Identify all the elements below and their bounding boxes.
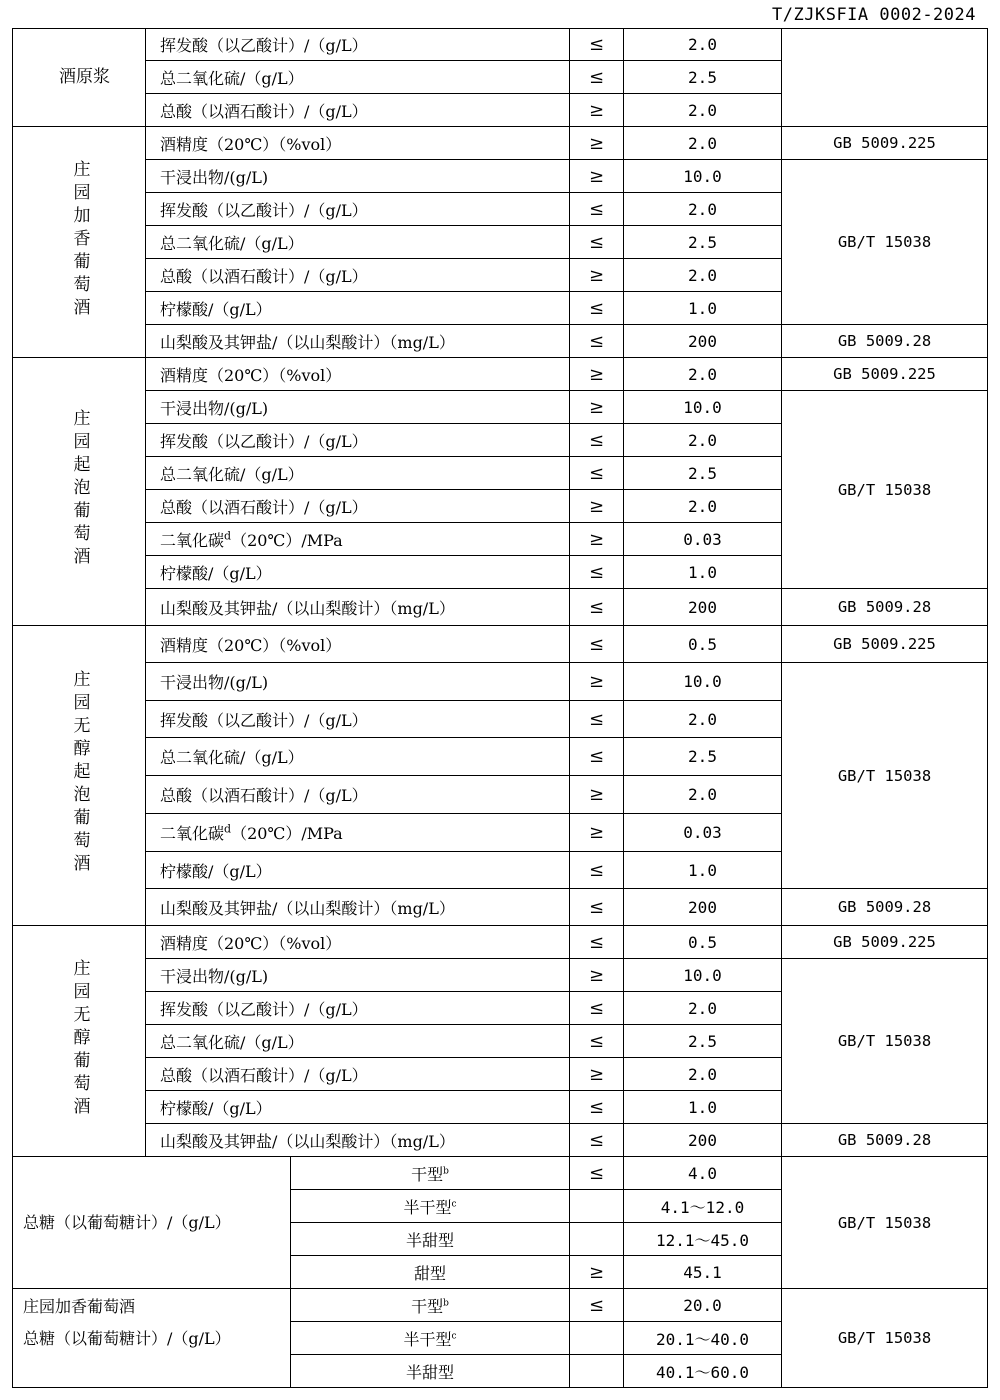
category-label: 酒原浆: [59, 67, 110, 87]
limit-value: 2.0: [624, 94, 782, 127]
limit-value: 2.5: [624, 1025, 782, 1058]
wine-type-text: 半干型: [403, 1329, 452, 1349]
item-text: 干浸出物/(g/L): [160, 398, 269, 418]
limit-value: 4.0: [624, 1157, 782, 1190]
comparison-operator: ≥: [570, 1256, 624, 1289]
test-method: GB/T 15038: [782, 391, 988, 589]
comparison-operator: [570, 1355, 624, 1388]
item-name: [146, 889, 570, 926]
limit-value: 2.0: [624, 29, 782, 61]
category-label: 庄园加香葡萄酒: [69, 159, 90, 321]
specification-table: [12, 28, 988, 1388]
table-row: [13, 626, 988, 663]
item-name: [146, 556, 570, 589]
comparison-operator: ≥: [570, 358, 624, 391]
comparison-operator: ≥: [570, 94, 624, 127]
item-text: 山梨酸及其钾盐/（以山梨酸计）（mg/L）: [160, 1131, 455, 1151]
item-text: 酒精度（20℃）（%vol）: [160, 365, 342, 385]
item-name: [146, 1124, 570, 1157]
limit-value: 2.0: [624, 992, 782, 1025]
comparison-operator: ≤: [570, 852, 624, 889]
item-name: [146, 94, 570, 127]
item-name: [146, 589, 570, 626]
limit-value: 2.0: [624, 193, 782, 226]
comparison-operator: ≤: [570, 589, 624, 626]
table-row: [13, 127, 988, 160]
item-text: 总二氧化硫/（g/L）: [160, 748, 304, 767]
item-text: 总酸（以酒石酸计）/（g/L）: [160, 101, 368, 121]
item-text: 总二氧化硫/（g/L）: [160, 233, 304, 253]
comparison-operator: ≤: [570, 701, 624, 738]
limit-value: 2.5: [624, 457, 782, 490]
item-text: 山梨酸及其钾盐/（以山梨酸计）（mg/L）: [160, 898, 455, 918]
comparison-operator: [570, 1322, 624, 1355]
limit-value: 1.0: [624, 1091, 782, 1124]
limit-value: 2.0: [624, 701, 782, 738]
item-name: [146, 226, 570, 259]
item-text: 干浸出物/(g/L): [160, 673, 269, 692]
item-name: [146, 701, 570, 738]
sugar-category-label: 总糖（以葡萄糖计）/（g/L）: [13, 1157, 291, 1289]
limit-value: 2.0: [624, 1058, 782, 1091]
category-cell: [13, 626, 146, 926]
limit-value: 20.1～40.0: [624, 1322, 782, 1355]
limit-value: 0.03: [624, 523, 782, 556]
comparison-operator: ≤: [570, 626, 624, 663]
item-text: 柠檬酸/（g/L）: [160, 563, 272, 583]
limit-value: 4.1～12.0: [624, 1190, 782, 1223]
comparison-operator: ≤: [570, 29, 624, 61]
comparison-operator: ≥: [570, 663, 624, 701]
wine-type-text: 干型: [411, 1296, 444, 1316]
footnote-marker: c: [451, 1331, 457, 1342]
test-method: GB/T 15038: [782, 1289, 988, 1388]
item-name: [146, 259, 570, 292]
footnote-marker: d: [224, 529, 232, 543]
limit-value: 10.0: [624, 959, 782, 992]
item-text: 山梨酸及其钾盐/（以山梨酸计）（mg/L）: [160, 332, 455, 352]
table-row: [13, 1157, 988, 1190]
limit-value: 2.0: [624, 358, 782, 391]
item-text: 干浸出物/(g/L): [160, 167, 269, 187]
table-row: [13, 391, 988, 424]
test-method: GB/T 15038: [782, 160, 988, 325]
item-text: 酒精度（20℃）（%vol）: [160, 933, 342, 953]
test-method: GB 5009.28: [782, 889, 988, 926]
item-text: 酒精度（20℃）（%vol）: [160, 635, 342, 655]
limit-value: 200: [624, 589, 782, 626]
limit-value: 0.03: [624, 814, 782, 852]
test-method: GB/T 15038: [782, 663, 988, 889]
test-method: GB 5009.28: [782, 1124, 988, 1157]
table-row: [13, 325, 988, 358]
comparison-operator: ≤: [570, 457, 624, 490]
category-label: 庄园无醇起泡葡萄酒: [69, 670, 90, 877]
item-text: 挥发酸（以乙酸计）/（g/L）: [160, 710, 368, 730]
comparison-operator: ≤: [570, 424, 624, 457]
item-text: 柠檬酸/（g/L）: [160, 1098, 272, 1118]
category-cell: [13, 127, 146, 358]
item-name: [146, 193, 570, 226]
table-row: [13, 1124, 988, 1157]
footnote-marker: b: [443, 1166, 449, 1177]
wine-type: [291, 1223, 570, 1256]
category-cell: [13, 926, 146, 1157]
footnote-marker: d: [224, 822, 232, 836]
comparison-operator: ≤: [570, 1091, 624, 1124]
item-name: [146, 1091, 570, 1124]
limit-value: 1.0: [624, 556, 782, 589]
limit-value: 0.5: [624, 926, 782, 959]
comparison-operator: ≥: [570, 523, 624, 556]
wine-type-text: 半干型: [403, 1197, 452, 1217]
sugar-label-line1: 庄园加香葡萄酒: [23, 1297, 136, 1316]
item-name: [146, 160, 570, 193]
comparison-operator: ≤: [570, 738, 624, 776]
table-row: [13, 663, 988, 701]
item-text: 挥发酸（以乙酸计）/（g/L）: [160, 431, 368, 451]
item-text-tail: （20℃）/MPa: [231, 530, 343, 550]
item-name: [146, 1025, 570, 1058]
sugar-category-label: [13, 1289, 291, 1388]
item-name: [146, 992, 570, 1025]
comparison-operator: ≤: [570, 193, 624, 226]
wine-type: [291, 1289, 570, 1322]
test-method: GB 5009.225: [782, 127, 988, 160]
item-name: [146, 926, 570, 959]
item-name: [146, 61, 570, 94]
test-method: [782, 29, 988, 127]
item-name: [146, 523, 570, 556]
comparison-operator: ≤: [570, 926, 624, 959]
test-method: GB 5009.28: [782, 325, 988, 358]
comparison-operator: ≤: [570, 1025, 624, 1058]
item-text: 总酸（以酒石酸计）/（g/L）: [160, 266, 368, 286]
item-text: 总二氧化硫/（g/L）: [160, 1032, 304, 1052]
comparison-operator: ≤: [570, 889, 624, 926]
comparison-operator: ≤: [570, 1124, 624, 1157]
item-text: 干浸出物/(g/L): [160, 966, 269, 986]
table-row: [13, 160, 988, 193]
item-name: [146, 814, 570, 852]
comparison-operator: ≥: [570, 814, 624, 852]
limit-value: 2.5: [624, 61, 782, 94]
item-name: [146, 959, 570, 992]
comparison-operator: ≤: [570, 992, 624, 1025]
wine-type: [291, 1157, 570, 1190]
wine-type: [291, 1256, 570, 1289]
item-name: [146, 852, 570, 889]
comparison-operator: ≤: [570, 61, 624, 94]
limit-value: 12.1～45.0: [624, 1223, 782, 1256]
comparison-operator: [570, 1190, 624, 1223]
item-name: [146, 457, 570, 490]
item-text: 柠檬酸/（g/L）: [160, 299, 272, 319]
comparison-operator: ≥: [570, 160, 624, 193]
limit-value: 0.5: [624, 626, 782, 663]
comparison-operator: ≤: [570, 226, 624, 259]
wine-type-text: 干型: [411, 1164, 444, 1184]
table-row: [13, 358, 988, 391]
wine-type: [291, 1355, 570, 1388]
item-text-tail: （20℃）/MPa: [231, 824, 343, 843]
limit-value: 20.0: [624, 1289, 782, 1322]
item-text: 挥发酸（以乙酸计）/（g/L）: [160, 200, 368, 220]
wine-type: [291, 1190, 570, 1223]
limit-value: 2.0: [624, 490, 782, 523]
limit-value: 10.0: [624, 160, 782, 193]
table-row: [13, 926, 988, 959]
wine-type: [291, 1322, 570, 1355]
item-text: 总酸（以酒石酸计）/（g/L）: [160, 497, 368, 517]
item-text: 总二氧化硫/（g/L）: [160, 68, 304, 88]
limit-value: 2.0: [624, 424, 782, 457]
category-cell: [13, 358, 146, 626]
item-name: [146, 29, 570, 61]
comparison-operator: ≤: [570, 292, 624, 325]
item-text: 总酸（以酒石酸计）/（g/L）: [160, 786, 368, 805]
table-row: [13, 959, 988, 992]
test-method: GB 5009.225: [782, 358, 988, 391]
limit-value: 1.0: [624, 292, 782, 325]
item-text: 二氧化碳: [160, 530, 225, 550]
footnote-marker: c: [451, 1199, 457, 1210]
limit-value: 10.0: [624, 391, 782, 424]
item-name: [146, 1058, 570, 1091]
comparison-operator: ≤: [570, 556, 624, 589]
limit-value: 2.0: [624, 127, 782, 160]
limit-value: 2.5: [624, 226, 782, 259]
table-row: [13, 29, 988, 61]
item-text: 挥发酸（以乙酸计）/（g/L）: [160, 999, 368, 1019]
comparison-operator: ≥: [570, 959, 624, 992]
test-method: GB 5009.225: [782, 626, 988, 663]
comparison-operator: ≥: [570, 259, 624, 292]
test-method: GB/T 15038: [782, 1157, 988, 1289]
limit-value: 2.5: [624, 738, 782, 776]
limit-value: 40.1～60.0: [624, 1355, 782, 1388]
item-name: [146, 626, 570, 663]
category-label: 庄园起泡葡萄酒: [69, 409, 90, 570]
item-name: [146, 776, 570, 814]
item-name: [146, 127, 570, 160]
item-name: [146, 490, 570, 523]
limit-value: 200: [624, 889, 782, 926]
limit-value: 200: [624, 325, 782, 358]
limit-value: 2.0: [624, 259, 782, 292]
item-text: 总二氧化硫/（g/L）: [160, 464, 304, 484]
document-code: T/ZJKSFIA 0002-2024: [772, 5, 976, 25]
item-text: 酒精度（20℃）（%vol）: [160, 134, 342, 154]
category-cell: [13, 29, 146, 127]
test-method: GB 5009.225: [782, 926, 988, 959]
item-name: [146, 738, 570, 776]
item-name: [146, 424, 570, 457]
comparison-operator: ≤: [570, 1289, 624, 1322]
item-name: [146, 358, 570, 391]
item-text: 柠檬酸/（g/L）: [160, 861, 272, 881]
item-text: 山梨酸及其钾盐/（以山梨酸计）（mg/L）: [160, 598, 455, 618]
comparison-operator: ≤: [570, 1157, 624, 1190]
test-method: GB/T 15038: [782, 959, 988, 1124]
limit-value: 10.0: [624, 663, 782, 701]
comparison-operator: [570, 1223, 624, 1256]
table-row: [13, 1289, 988, 1322]
comparison-operator: ≥: [570, 776, 624, 814]
comparison-operator: ≥: [570, 391, 624, 424]
table-row: [13, 589, 988, 626]
wine-type-text: 半甜型: [405, 1362, 454, 1382]
wine-type-text: 甜型: [413, 1263, 446, 1283]
sugar-label-line2: 总糖（以葡萄糖计）/（g/L）: [23, 1329, 231, 1348]
comparison-operator: ≥: [570, 127, 624, 160]
category-label: 庄园无醇葡萄酒: [69, 958, 90, 1120]
comparison-operator: ≤: [570, 325, 624, 358]
comparison-operator: ≥: [570, 1058, 624, 1091]
wine-type-text: 半甜型: [405, 1230, 454, 1250]
item-text: 总酸（以酒石酸计）/（g/L）: [160, 1065, 368, 1085]
limit-value: 2.0: [624, 776, 782, 814]
item-name: [146, 325, 570, 358]
limit-value: 45.1: [624, 1256, 782, 1289]
item-name: [146, 663, 570, 701]
limit-value: 200: [624, 1124, 782, 1157]
comparison-operator: ≥: [570, 490, 624, 523]
footnote-marker: b: [443, 1298, 449, 1309]
item-name: [146, 292, 570, 325]
table-row: [13, 889, 988, 926]
test-method: GB 5009.28: [782, 589, 988, 626]
item-name: [146, 391, 570, 424]
limit-value: 1.0: [624, 852, 782, 889]
item-text: 挥发酸（以乙酸计）/（g/L）: [160, 36, 368, 55]
item-text: 二氧化碳: [160, 824, 225, 843]
